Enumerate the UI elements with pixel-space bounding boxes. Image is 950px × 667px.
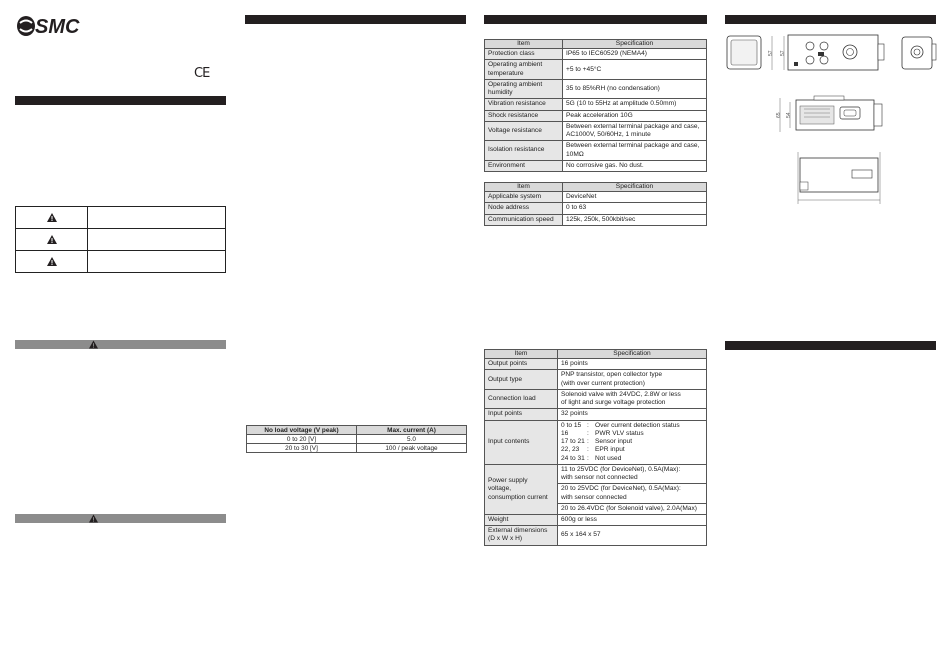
item-cell: Operating ambient humidity	[485, 79, 563, 98]
item-cell: Shock resistance	[485, 110, 563, 121]
section-header-bar	[15, 96, 226, 105]
spec-cell	[558, 389, 707, 408]
table-row	[485, 214, 707, 225]
spec-cell: 600g or less	[558, 514, 707, 525]
bottom-view-drawing	[794, 150, 886, 206]
item-cell: Isolation resistance	[485, 141, 563, 160]
column-header: Specification	[563, 40, 707, 49]
table-row	[247, 444, 467, 453]
column-header: Item	[485, 183, 563, 192]
section-header-bar	[484, 15, 707, 24]
dimension-label: 57	[780, 50, 786, 56]
item-cell: Voltage resistance	[485, 121, 563, 140]
item-cell: Vibration resistance	[485, 99, 563, 110]
top-view-drawing	[774, 94, 884, 136]
input-line: 0 to 15 : Over current detection status	[561, 421, 680, 429]
dimension-label: 57	[768, 50, 774, 56]
table-row	[485, 514, 707, 525]
spec-cell	[558, 370, 707, 389]
item-cell: Communication speed	[485, 214, 563, 225]
communication-spec-table	[484, 182, 707, 226]
item-cell: Output points	[485, 359, 558, 370]
table-row	[485, 526, 707, 545]
column-header: Item	[485, 40, 563, 49]
table-row	[247, 435, 467, 444]
table-row	[485, 60, 707, 79]
spec-cell: Between external terminal package and case, AC1000V, 50/60Hz, 1 minute	[563, 121, 707, 140]
table-row	[485, 420, 707, 464]
input-line: 17 to 21 : Sensor input	[561, 438, 633, 446]
spec-cell	[558, 420, 707, 464]
item-cell: Power supply voltage, consumption current	[485, 464, 558, 514]
ce-mark: CE	[194, 66, 210, 81]
voltage-current-table	[246, 425, 467, 453]
spec-line: PNP transistor, open collector type	[561, 371, 663, 379]
column-header: Max. current (A)	[357, 426, 467, 435]
spec-cell: IP65 to IEC60529 (NEMA4)	[563, 49, 707, 60]
side-view-drawing	[898, 34, 938, 72]
spec-cell: 16 points	[558, 359, 707, 370]
table-row	[485, 409, 707, 420]
spec-cell: 0 to 63	[563, 203, 707, 214]
signal-description	[88, 229, 226, 251]
smc-logo	[16, 14, 88, 38]
item-cell: Node address	[485, 203, 563, 214]
table-cell: 100 / peak voltage	[357, 444, 467, 453]
spec-cell: 32 points	[558, 409, 707, 420]
spec-line: (with over current protection)	[561, 379, 645, 387]
table-cell: 0 to 20 [V]	[247, 435, 357, 444]
item-cell: Output type	[485, 370, 558, 389]
item-cell: Input contents	[485, 420, 558, 464]
dimension-label: 54	[786, 112, 792, 118]
warning-band	[15, 340, 226, 349]
table-row	[485, 370, 707, 389]
warning-triangle-icon	[89, 340, 98, 349]
caution-band	[15, 514, 226, 523]
logo-text: SMC	[35, 16, 80, 38]
signal-row	[16, 207, 226, 229]
table-cell: 5.0	[357, 435, 467, 444]
spec-cell: Peak acceleration 10G	[563, 110, 707, 121]
item-cell: Applicable system	[485, 192, 563, 203]
signal-description	[88, 251, 226, 273]
warning-triangle-icon	[89, 514, 98, 523]
warning-triangle-icon	[47, 235, 57, 244]
table-cell: 20 to 30 [V]	[247, 444, 357, 453]
spec-cell: 20 to 26.4VDC (for Solenoid valve), 2.0A(Max)	[558, 503, 707, 514]
spec-cell: No corrosive gas. No dust.	[563, 160, 707, 171]
item-cell: Connection load	[485, 389, 558, 408]
spec-cell: Between external terminal package and case, 10MΩ	[563, 141, 707, 160]
table-row	[485, 99, 707, 110]
spec-cell: 11 to 25VDC (for DeviceNet), 0.5A(Max): with sensor not connected	[558, 464, 707, 483]
section-header-bar	[245, 15, 466, 24]
front-view-drawing	[766, 32, 886, 74]
input-line: 24 to 31 : Not used	[561, 454, 622, 462]
spec-cell: 5G (10 to 55Hz at amplitude 0.50mm)	[563, 99, 707, 110]
table-row	[485, 359, 707, 370]
item-cell: Protection class	[485, 49, 563, 60]
spec-cell: 65 x 164 x 57	[558, 526, 707, 545]
table-row	[485, 141, 707, 160]
table-row	[485, 464, 707, 483]
table-row	[485, 110, 707, 121]
table-row	[485, 160, 707, 171]
table-row	[485, 203, 707, 214]
spec-line: Solenoid valve with 24VDC, 2.8W or less	[561, 390, 681, 398]
signal-row	[16, 251, 226, 273]
table-row	[485, 192, 707, 203]
item-cell: Weight	[485, 514, 558, 525]
spec-cell: +5 to +45°C	[563, 60, 707, 79]
item-cell: External dimensions (D x W x H)	[485, 526, 558, 545]
signal-description	[88, 207, 226, 229]
spec-cell: DeviceNet	[563, 192, 707, 203]
table-row	[485, 389, 707, 408]
table-row	[485, 121, 707, 140]
column-header: Specification	[558, 350, 707, 359]
spec-cell: 35 to 85%RH (no condensation)	[563, 79, 707, 98]
signal-word-table	[15, 206, 226, 273]
spec-line: of light and surge voltage protection	[561, 399, 666, 407]
environment-spec-table	[484, 39, 707, 172]
warning-triangle-icon	[47, 257, 57, 266]
item-cell: Operating ambient temperature	[485, 60, 563, 79]
warning-triangle-icon	[47, 213, 57, 222]
table-row	[485, 79, 707, 98]
column-header: Item	[485, 350, 558, 359]
spec-cell: 125k, 250k, 500kbit/sec	[563, 214, 707, 225]
section-header-bar	[725, 341, 936, 350]
input-line: 22, 23 : EPR input	[561, 446, 625, 454]
signal-row	[16, 229, 226, 251]
io-spec-table	[484, 349, 707, 546]
input-line: 16 : PWR VLV status	[561, 429, 644, 437]
end-view-drawing	[726, 34, 764, 72]
item-cell: Input points	[485, 409, 558, 420]
column-header: No load voltage (V peak)	[247, 426, 357, 435]
column-header: Specification	[563, 183, 707, 192]
section-header-bar	[725, 15, 936, 24]
spec-cell: 20 to 25VDC (for DeviceNet), 0.5A(Max): with sensor connected	[558, 484, 707, 503]
table-row	[485, 49, 707, 60]
item-cell: Environment	[485, 160, 563, 171]
dimension-label: 65	[776, 112, 782, 118]
